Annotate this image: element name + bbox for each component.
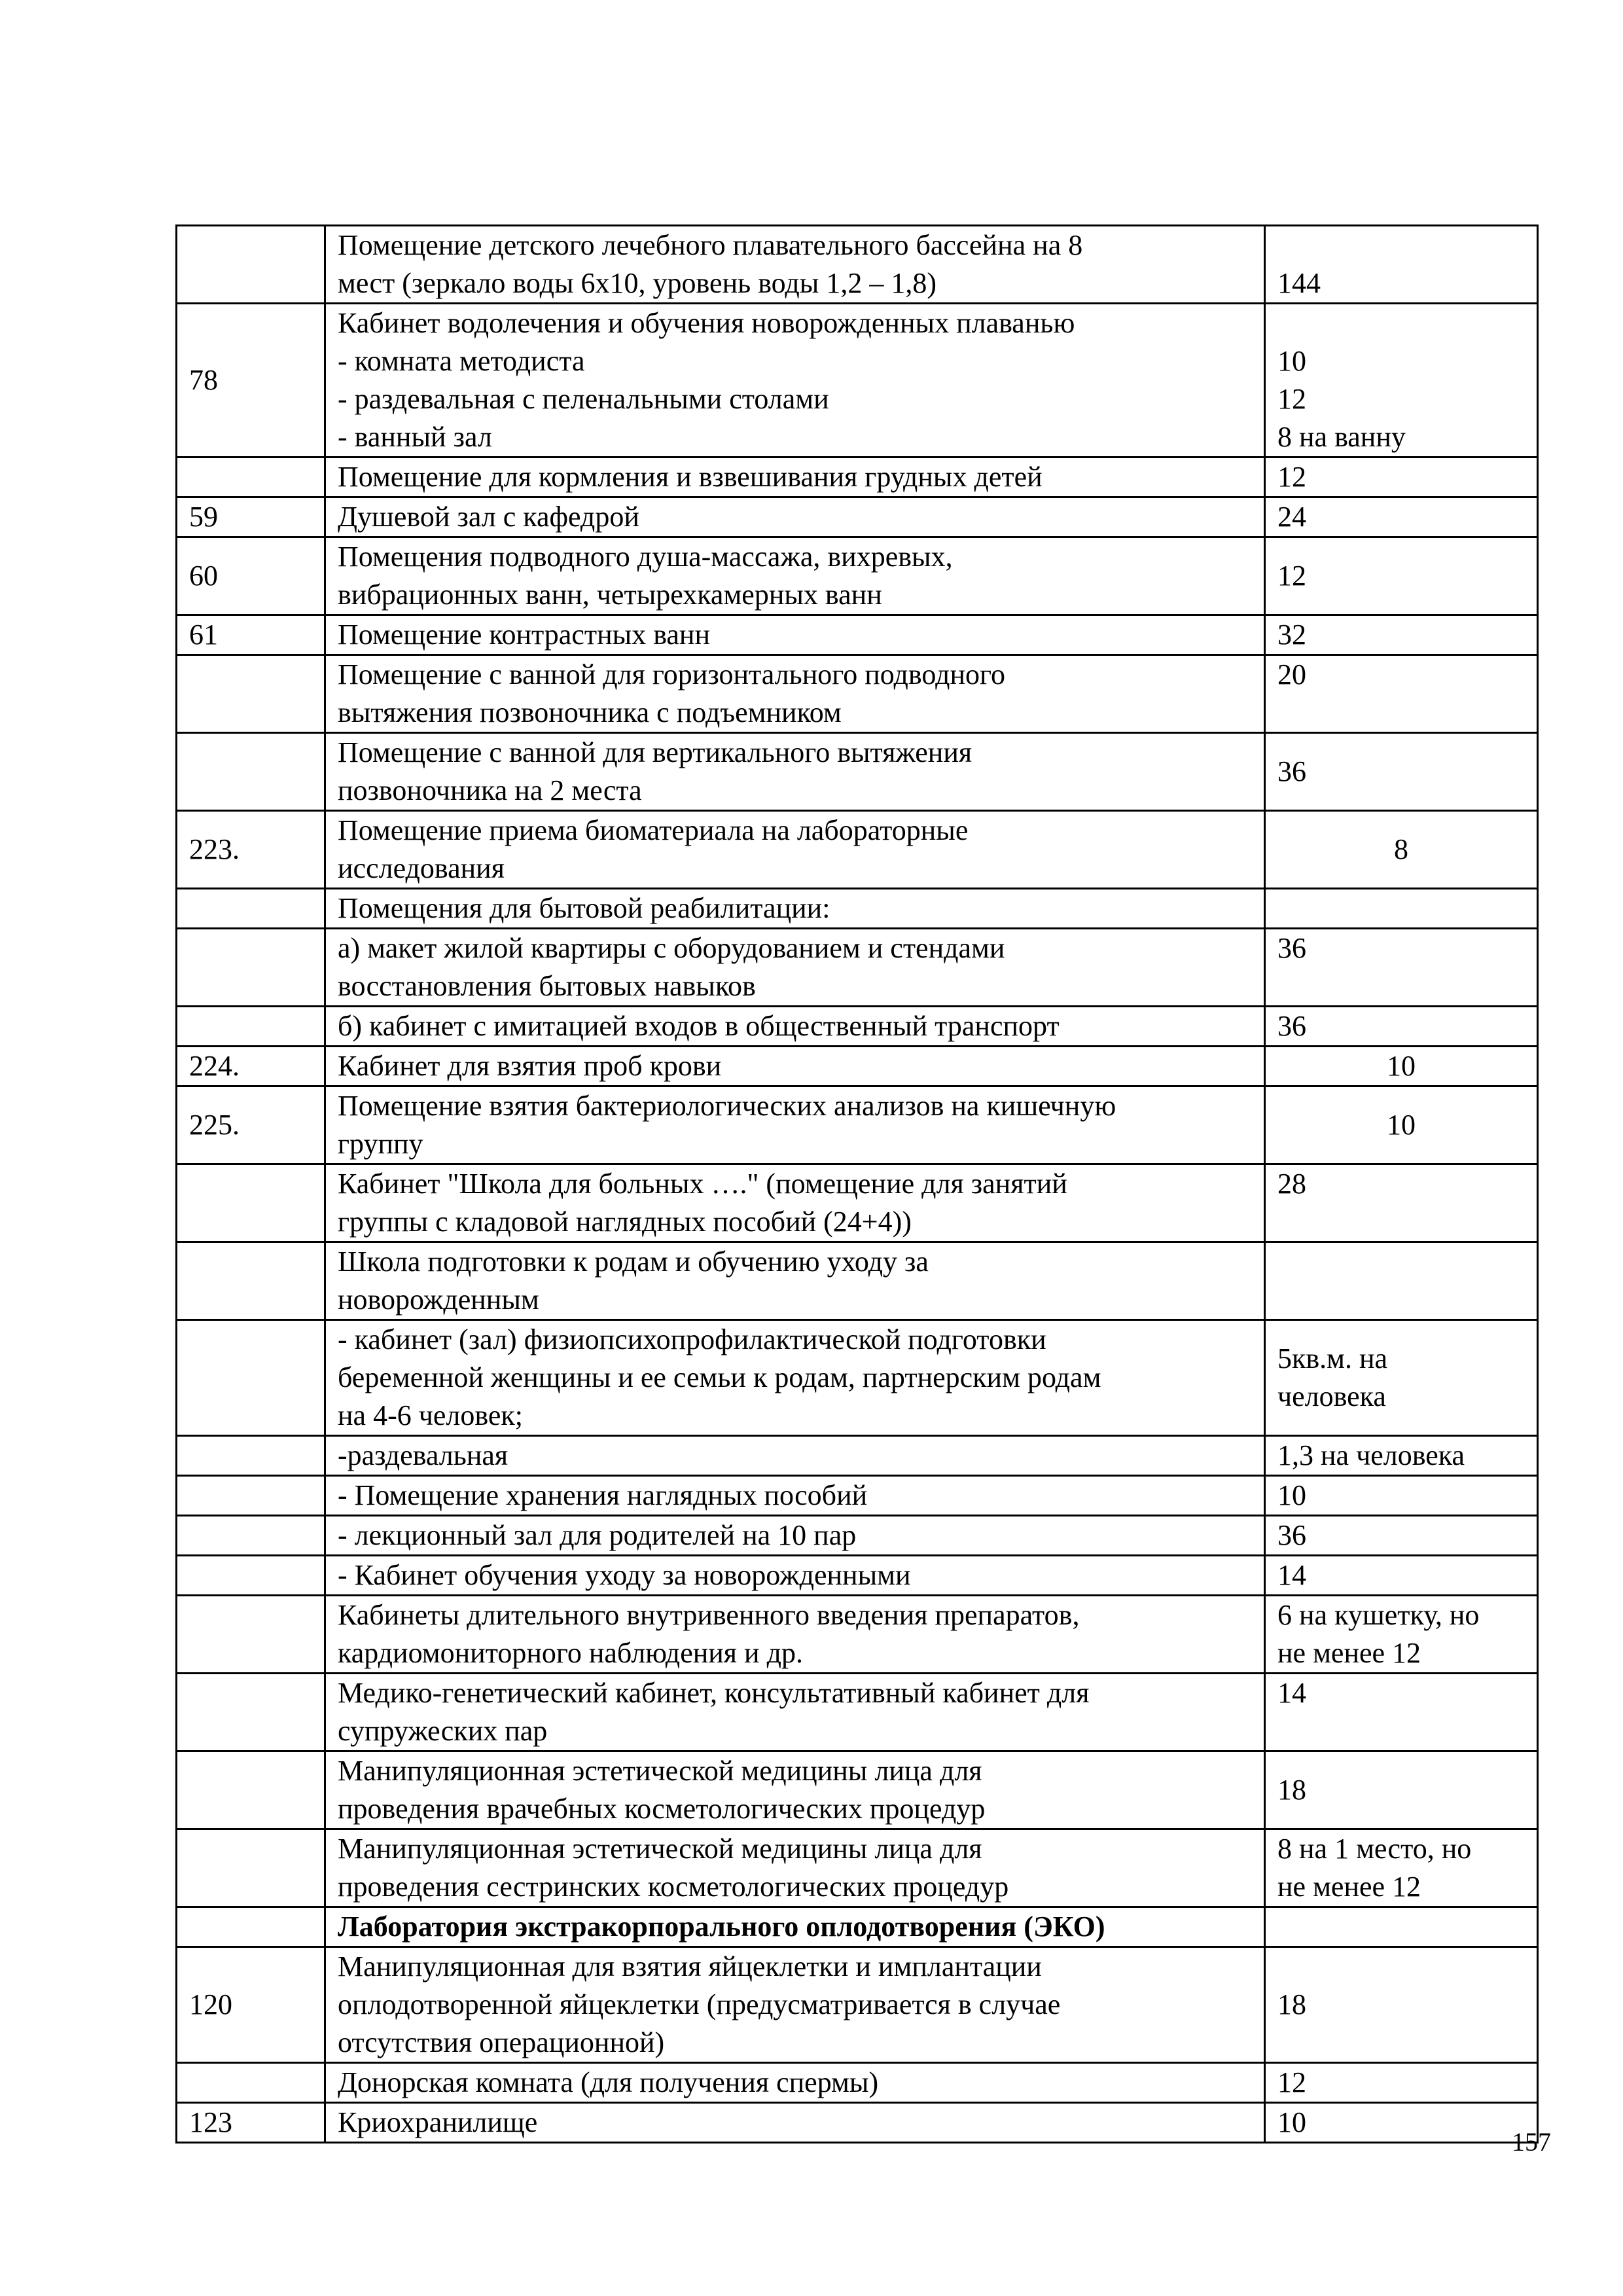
- area-value-line: [1277, 889, 1537, 927]
- area-value-line: 14: [1277, 1677, 1306, 1709]
- area-cell: [1265, 304, 1538, 457]
- room-name-line: - Помещение хранения наглядных пособий: [338, 1479, 868, 1511]
- room-name-line: Помещение с ванной для горизонтального подводного: [338, 658, 1005, 691]
- row-number-cell: 120: [177, 1947, 325, 2063]
- area-cell: [1265, 2063, 1538, 2103]
- table-row: [177, 304, 1538, 457]
- area-value-line: 12: [1277, 383, 1306, 415]
- room-name-cell: [325, 615, 1265, 655]
- room-name-line: - комната методиста: [338, 345, 585, 377]
- area-value-line: не менее 12: [1277, 1871, 1421, 1903]
- row-number-cell: [177, 655, 325, 733]
- table-row: [177, 1436, 1538, 1476]
- room-name-line: проведения сестринских косметологических процедур: [338, 1871, 1009, 1903]
- room-name-line: Криохранилище: [338, 2106, 538, 2138]
- table-row: [177, 1596, 1538, 1674]
- page-number: 157: [1512, 2127, 1551, 2157]
- room-name-cell: [325, 1907, 1265, 1947]
- row-number-cell: 78: [177, 304, 325, 457]
- area-value-line: 8 на ванну: [1277, 421, 1406, 453]
- row-number-cell: [177, 1556, 325, 1596]
- room-name-line: беременной женщины и ее семьи к родам, партнерским родам: [338, 1361, 1101, 1393]
- area-cell: [1265, 537, 1538, 615]
- room-name-line: позвоночника на 2 места: [338, 774, 642, 806]
- table-row: [177, 1007, 1538, 1047]
- area-value-line: 12: [1277, 560, 1306, 592]
- area-value-line: не менее 12: [1277, 1637, 1421, 1669]
- room-name-line: Манипуляционная для взятия яйцеклетки и имплантации: [338, 1950, 1042, 1982]
- room-name-line: проведения врачебных косметологических процедур: [338, 1793, 986, 1825]
- room-name-cell: [325, 1086, 1265, 1164]
- room-name-line: мест (зеркало воды 6х10, уровень воды 1,2 – 1,8): [338, 267, 936, 299]
- table-row: [177, 655, 1538, 733]
- area-cell: [1265, 1164, 1538, 1242]
- row-number-cell: [177, 457, 325, 497]
- area-value-line: 18: [1277, 1774, 1306, 1806]
- room-name-line: Помещение контрастных ванн: [338, 619, 711, 651]
- area-cell: [1265, 497, 1538, 537]
- row-number-cell: [177, 1751, 325, 1829]
- table-row: [177, 1164, 1538, 1242]
- area-value-line: 5кв.м. на: [1277, 1342, 1388, 1374]
- area-cell: [1265, 1751, 1538, 1829]
- row-number-cell: [177, 1320, 325, 1436]
- area-cell: [1265, 889, 1538, 929]
- room-name-cell: [325, 1047, 1265, 1086]
- table-row: [177, 1829, 1538, 1907]
- area-value-line: 10: [1277, 1479, 1306, 1511]
- area-value-line: 10: [1277, 345, 1306, 377]
- area-value-line: [1277, 1908, 1537, 1946]
- room-name-cell: [325, 497, 1265, 537]
- row-number-cell: [177, 1436, 325, 1476]
- room-name-cell: [325, 1320, 1265, 1436]
- area-value-line: 12: [1277, 2066, 1306, 2098]
- room-name-line: -раздевальная: [338, 1439, 508, 1471]
- area-value-line: 28: [1277, 1168, 1306, 1200]
- area-value-line: 10: [1387, 1050, 1416, 1082]
- table-row: [177, 1556, 1538, 1596]
- area-cell: [1265, 1007, 1538, 1047]
- row-number-cell: 60: [177, 537, 325, 615]
- room-name-cell: [325, 1007, 1265, 1047]
- room-name-cell: [325, 1164, 1265, 1242]
- area-value-line: 144: [1277, 267, 1321, 299]
- room-name-line: вытяжения позвоночника с подъемником: [338, 696, 842, 728]
- row-number-cell: 59: [177, 497, 325, 537]
- area-value-line: [1277, 1262, 1537, 1300]
- table-row: [177, 1320, 1538, 1436]
- room-name-line: Кабинеты длительного внутривенного введения препаратов,: [338, 1599, 1080, 1631]
- row-number-cell: 224.: [177, 1047, 325, 1086]
- room-name-cell: [325, 537, 1265, 615]
- table-row: [177, 1516, 1538, 1556]
- table-row: [177, 1674, 1538, 1751]
- area-value-line: 10: [1277, 2106, 1306, 2138]
- room-name-cell: [325, 1242, 1265, 1320]
- row-number-cell: [177, 733, 325, 811]
- room-name-line: Кабинет "Школа для больных …." (помещение для занятий: [338, 1168, 1067, 1200]
- area-value-line: 8: [1394, 833, 1408, 865]
- room-name-line: б) кабинет с имитацией входов в общественный транспорт: [338, 1010, 1060, 1042]
- table-row: [177, 1947, 1538, 2063]
- row-number-cell: [177, 1164, 325, 1242]
- area-cell: [1265, 1320, 1538, 1436]
- room-name-cell: [325, 1556, 1265, 1596]
- room-name-line: группы с кладовой наглядных пособий (24+4)): [338, 1206, 912, 1238]
- room-name-cell: [325, 1674, 1265, 1751]
- room-name-cell: [325, 1596, 1265, 1674]
- area-value-line: [1277, 226, 1537, 264]
- area-value-line: 36: [1277, 932, 1306, 964]
- room-name-line: Школа подготовки к родам и обучению уходу за: [338, 1246, 929, 1278]
- row-number-cell: 223.: [177, 811, 325, 889]
- area-cell: [1265, 1476, 1538, 1516]
- area-value-line: 32: [1277, 619, 1306, 651]
- room-name-cell: [325, 811, 1265, 889]
- room-name-line: Лаборатория экстракорпорального оплодотворения (ЭКО): [338, 1910, 1105, 1943]
- area-cell: [1265, 1516, 1538, 1556]
- area-value-line: [1277, 304, 1537, 342]
- row-number-cell: [177, 1596, 325, 1674]
- room-name-line: оплодотворенной яйцеклетки (предусматривается в случае: [338, 1988, 1061, 2020]
- room-name-cell: [325, 457, 1265, 497]
- room-name-line: исследования: [338, 852, 505, 884]
- table-row: [177, 615, 1538, 655]
- room-name-line: отсутствия операционной): [338, 2026, 665, 2058]
- area-cell: [1265, 929, 1538, 1007]
- area-cell: [1265, 2103, 1538, 2143]
- room-name-line: Помещение взятия бактериологических анализов на кишечную: [338, 1090, 1116, 1122]
- area-cell: [1265, 226, 1538, 304]
- room-name-cell: [325, 1829, 1265, 1907]
- room-name-line: Помещение для кормления и взвешивания грудных детей: [338, 461, 1043, 493]
- room-name-cell: [325, 2103, 1265, 2143]
- area-value-line: 8 на 1 место, но: [1277, 1833, 1472, 1865]
- table-row: [177, 1751, 1538, 1829]
- room-name-cell: [325, 889, 1265, 929]
- table-row: [177, 537, 1538, 615]
- area-value-line: 12: [1277, 461, 1306, 493]
- room-name-cell: [325, 655, 1265, 733]
- area-value-line: 6 на кушетку, но: [1277, 1599, 1480, 1631]
- room-name-cell: [325, 733, 1265, 811]
- table-row: [177, 1476, 1538, 1516]
- area-value-line: 36: [1277, 1519, 1306, 1551]
- room-name-cell: [325, 226, 1265, 304]
- row-number-cell: [177, 1242, 325, 1320]
- row-number-cell: [177, 1476, 325, 1516]
- table-row: [177, 889, 1538, 929]
- room-name-line: Душевой зал с кафедрой: [338, 501, 639, 533]
- table-row: [177, 1242, 1538, 1320]
- area-value-line: 36: [1277, 1010, 1306, 1042]
- room-name-line: Медико-генетический кабинет, консультативный кабинет для: [338, 1677, 1090, 1709]
- row-number-cell: [177, 889, 325, 929]
- rooms-table: [175, 224, 1539, 2144]
- room-name-line: Кабинет для взятия проб крови: [338, 1050, 722, 1082]
- room-name-cell: [325, 2063, 1265, 2103]
- room-name-cell: [325, 1476, 1265, 1516]
- area-cell: [1265, 1674, 1538, 1751]
- area-value-line: 1,3 на человека: [1277, 1439, 1465, 1471]
- area-value-line: 36: [1277, 755, 1306, 787]
- area-value-line: 14: [1277, 1559, 1306, 1591]
- room-name-line: - раздевальная с пеленальными столами: [338, 383, 829, 415]
- row-number-cell: [177, 1516, 325, 1556]
- room-name-cell: [325, 304, 1265, 457]
- area-cell: [1265, 733, 1538, 811]
- table-row: [177, 929, 1538, 1007]
- table-row: [177, 2103, 1538, 2143]
- area-cell: [1265, 1086, 1538, 1164]
- room-name-line: - кабинет (зал) физиопсихопрофилактической подготовки: [338, 1323, 1046, 1355]
- table-row: [177, 1047, 1538, 1086]
- table-row: [177, 497, 1538, 537]
- area-cell: [1265, 1947, 1538, 2063]
- room-name-line: Помещение приема биоматериала на лабораторные: [338, 814, 969, 846]
- area-cell: [1265, 811, 1538, 889]
- row-number-cell: [177, 1007, 325, 1047]
- room-name-line: Донорская комната (для получения спермы): [338, 2066, 879, 2098]
- area-cell: [1265, 1596, 1538, 1674]
- row-number-cell: [177, 1674, 325, 1751]
- area-cell: [1265, 1556, 1538, 1596]
- room-name-line: - лекционный зал для родителей на 10 пар: [338, 1519, 857, 1551]
- area-value-line: 24: [1277, 501, 1306, 533]
- row-number-cell: 225.: [177, 1086, 325, 1164]
- table-row: [177, 226, 1538, 304]
- area-cell: [1265, 615, 1538, 655]
- area-cell: [1265, 1907, 1538, 1947]
- area-value-line: 18: [1277, 1988, 1306, 2020]
- area-cell: [1265, 457, 1538, 497]
- room-name-line: Помещения для бытовой реабилитации:: [338, 892, 830, 924]
- table-row: [177, 1086, 1538, 1164]
- area-value-line: человека: [1277, 1380, 1386, 1412]
- row-number-cell: [177, 2063, 325, 2103]
- room-name-line: новорожденным: [338, 1283, 539, 1316]
- room-name-cell: [325, 1516, 1265, 1556]
- table-row: [177, 457, 1538, 497]
- room-name-line: восстановления бытовых навыков: [338, 970, 756, 1002]
- table-row: [177, 1907, 1538, 1947]
- row-number-cell: 123: [177, 2103, 325, 2143]
- rooms-table-body: [177, 226, 1538, 2143]
- area-cell: [1265, 655, 1538, 733]
- room-name-line: группу: [338, 1128, 423, 1160]
- room-name-line: Манипуляционная эстетической медицины лица для: [338, 1755, 982, 1787]
- room-name-cell: [325, 929, 1265, 1007]
- room-name-line: вибрационных ванн, четырехкамерных ванн: [338, 579, 882, 611]
- table-row: [177, 733, 1538, 811]
- area-cell: [1265, 1047, 1538, 1086]
- area-value-line: 10: [1387, 1109, 1416, 1141]
- room-name-line: Помещение детского лечебного плавательного бассейна на 8: [338, 229, 1083, 261]
- room-name-line: Помещение с ванной для вертикального вытяжения: [338, 736, 972, 768]
- row-number-cell: 61: [177, 615, 325, 655]
- area-cell: [1265, 1242, 1538, 1320]
- table-row: [177, 2063, 1538, 2103]
- room-name-line: на 4-6 человек;: [338, 1399, 523, 1431]
- room-name-line: кардиомониторного наблюдения и др.: [338, 1637, 803, 1669]
- room-name-line: - Кабинет обучения уходу за новорожденными: [338, 1559, 911, 1591]
- room-name-line: - ванный зал: [338, 421, 492, 453]
- row-number-cell: [177, 226, 325, 304]
- room-name-line: Помещения подводного душа-массажа, вихревых,: [338, 541, 953, 573]
- room-name-line: а) макет жилой квартиры с оборудованием и стендами: [338, 932, 1005, 964]
- room-name-line: супружеских пар: [338, 1715, 548, 1747]
- room-name-line: Манипуляционная эстетической медицины лица для: [338, 1833, 982, 1865]
- room-name-line: Кабинет водолечения и обучения новорожденных плаванью: [338, 307, 1075, 339]
- area-cell: [1265, 1436, 1538, 1476]
- room-name-cell: [325, 1751, 1265, 1829]
- row-number-cell: [177, 1829, 325, 1907]
- table-row: [177, 811, 1538, 889]
- row-number-cell: [177, 1907, 325, 1947]
- room-name-cell: [325, 1947, 1265, 2063]
- room-name-cell: [325, 1436, 1265, 1476]
- area-value-line: 20: [1277, 658, 1306, 691]
- area-cell: [1265, 1829, 1538, 1907]
- row-number-cell: [177, 929, 325, 1007]
